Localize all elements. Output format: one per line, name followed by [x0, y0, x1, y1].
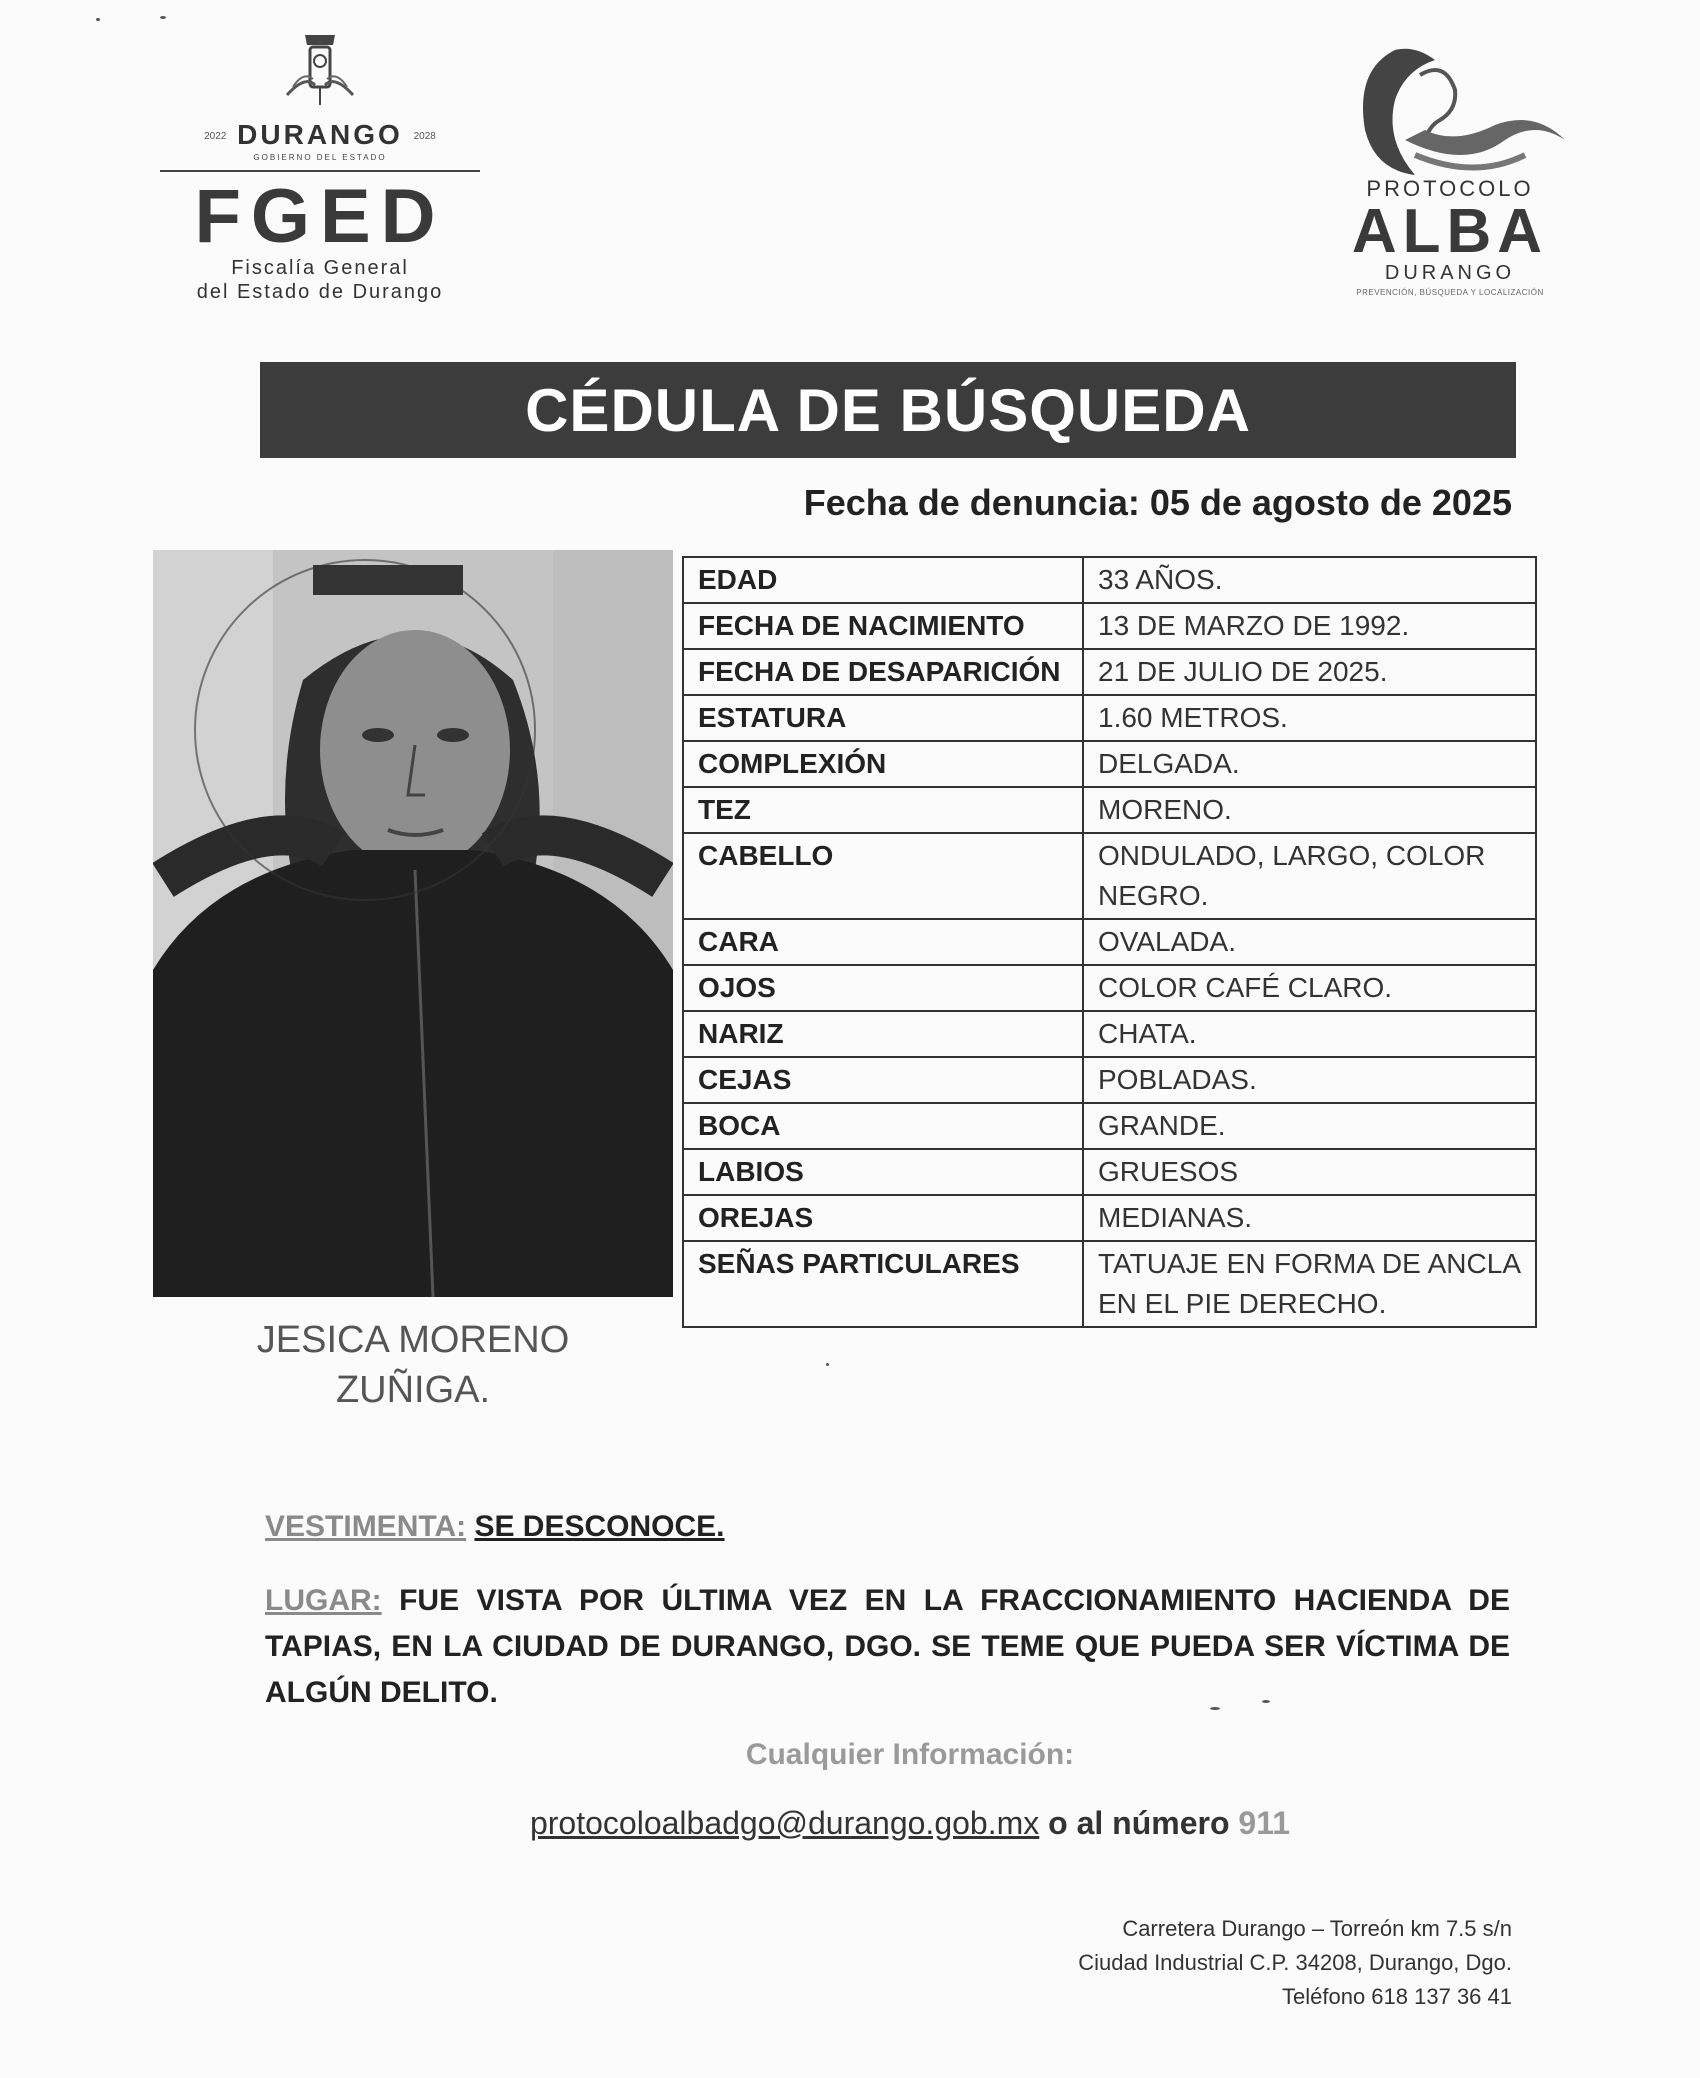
scan-speck — [1210, 1707, 1220, 1710]
clothing-section — [265, 1510, 725, 1544]
year-left: 2022 — [204, 131, 227, 143]
alba-durango-text: DURANGO — [1384, 262, 1516, 284]
person-name-line2: ZUÑIGA. — [335, 1369, 491, 1411]
table-row — [683, 603, 1536, 649]
row-value: POBLADAS. — [1083, 1057, 1536, 1103]
row-label: ESTATURA — [683, 695, 1083, 741]
table-row — [683, 741, 1536, 787]
table-row — [683, 965, 1536, 1011]
row-value: 13 DE MARZO DE 1992. — [1083, 603, 1536, 649]
row-label: TEZ — [683, 787, 1083, 833]
row-value: MEDIANAS. — [1083, 1195, 1536, 1241]
document-title: CÉDULA DE BÚSQUEDA — [525, 376, 1251, 444]
row-label: OREJAS — [683, 1195, 1083, 1241]
row-value: DELGADA. — [1083, 741, 1536, 787]
contact-title: Cualquier Información: — [745, 1738, 1075, 1771]
table-row — [683, 649, 1536, 695]
row-label: NARIZ — [683, 1011, 1083, 1057]
row-label: SEÑAS PARTICULARES — [683, 1241, 1083, 1327]
row-label: LABIOS — [683, 1149, 1083, 1195]
year-right: 2028 — [413, 131, 436, 143]
contact-line — [0, 1805, 1700, 1842]
person-name — [153, 1315, 673, 1415]
scan-speck — [96, 18, 100, 21]
table-row — [683, 1103, 1536, 1149]
alba-tagline: PREVENCIÓN, BÚSQUEDA Y LOCALIZACIÓN — [1356, 288, 1544, 297]
row-value: ONDULADO, LARGO, COLOR NEGRO. — [1083, 833, 1536, 919]
durango-wordmark — [150, 119, 490, 151]
fged-name-line2: del Estado de Durango — [196, 281, 444, 303]
emergency-number: 911 — [1238, 1805, 1291, 1841]
row-label: FECHA DE DESAPARICIÓN — [683, 649, 1083, 695]
address-phone: Teléfono 618 137 36 41 — [1282, 1984, 1512, 2009]
row-value: GRUESOS — [1083, 1149, 1536, 1195]
person-portrait-icon — [153, 550, 673, 1297]
woman-profile-hair-icon — [1325, 30, 1575, 180]
missing-person-photo — [153, 550, 673, 1297]
row-label: FECHA DE NACIMIENTO — [683, 603, 1083, 649]
report-date: Fecha de denuncia: 05 de agosto de 2025 — [803, 482, 1512, 523]
table-row — [683, 787, 1536, 833]
table-row — [683, 1149, 1536, 1195]
row-value: MORENO. — [1083, 787, 1536, 833]
fged-acronym: FGED — [194, 174, 446, 259]
row-label: COMPLEXIÓN — [683, 741, 1083, 787]
row-value: COLOR CAFÉ CLARO. — [1083, 965, 1536, 1011]
row-value: 33 AÑOS. — [1083, 557, 1536, 603]
durango-coat-of-arms-icon — [275, 25, 365, 115]
row-label: EDAD — [683, 557, 1083, 603]
description-table — [682, 556, 1537, 1328]
row-value: 1.60 METROS. — [1083, 695, 1536, 741]
contact-connector: o al número — [1048, 1805, 1230, 1841]
place-label: LUGAR: — [265, 1584, 382, 1617]
row-value: TATUAJE EN FORMA DE ANCLA EN EL PIE DERECHO. — [1083, 1241, 1536, 1327]
table-row — [683, 1195, 1536, 1241]
address-line2: Ciudad Industrial C.P. 34208, Durango, Dgo. — [1078, 1950, 1512, 1975]
person-name-line1: JESICA MORENO — [256, 1319, 570, 1361]
fged-name-line1: Fiscalía General — [231, 257, 409, 279]
clothing-value: SE DESCONOCE. — [474, 1510, 725, 1543]
row-label: CABELLO — [683, 833, 1083, 919]
table-row — [683, 1057, 1536, 1103]
logo-divider — [160, 170, 480, 172]
table-row — [683, 833, 1536, 919]
scan-speck — [1262, 1700, 1270, 1703]
table-row — [683, 695, 1536, 741]
table-row — [683, 1241, 1536, 1327]
row-value: OVALADA. — [1083, 919, 1536, 965]
address-line1: Carretera Durango – Torreón km 7.5 s/n — [1122, 1916, 1512, 1941]
row-label: OJOS — [683, 965, 1083, 1011]
title-banner — [260, 362, 1516, 458]
scan-speck — [160, 16, 166, 19]
table-row — [683, 919, 1536, 965]
fged-logo — [150, 25, 490, 325]
durango-text: DURANGO — [237, 119, 403, 150]
alba-logo — [1310, 30, 1590, 320]
row-value: CHATA. — [1083, 1011, 1536, 1057]
row-label: BOCA — [683, 1103, 1083, 1149]
address-block — [900, 1912, 1512, 2014]
protocolo-text: PROTOCOLO — [1366, 176, 1534, 201]
gobierno-estado-text: GOBIERNO DEL ESTADO — [253, 153, 387, 162]
place-section — [265, 1578, 1510, 1716]
contact-email-link[interactable]: protocoloalbadgo@durango.gob.mx — [529, 1805, 1040, 1841]
alba-text: ALBA — [1351, 197, 1549, 266]
clothing-label: VESTIMENTA: — [265, 1510, 467, 1543]
table-row — [683, 1011, 1536, 1057]
row-value: GRANDE. — [1083, 1103, 1536, 1149]
place-value: FUE VISTA POR ÚLTIMA VEZ EN LA FRACCIONAMIENTO HACIENDA DE TAPIAS, EN LA CIUDAD DE DURANGO, DGO. SE TEME QUE PUEDA SER VÍCTIMA DE ALGÚN DELITO. — [265, 1584, 1510, 1709]
row-label: CARA — [683, 919, 1083, 965]
table-row — [683, 557, 1536, 603]
row-value: 21 DE JULIO DE 2025. — [1083, 649, 1536, 695]
scan-speck — [826, 1363, 829, 1366]
row-label: CEJAS — [683, 1057, 1083, 1103]
